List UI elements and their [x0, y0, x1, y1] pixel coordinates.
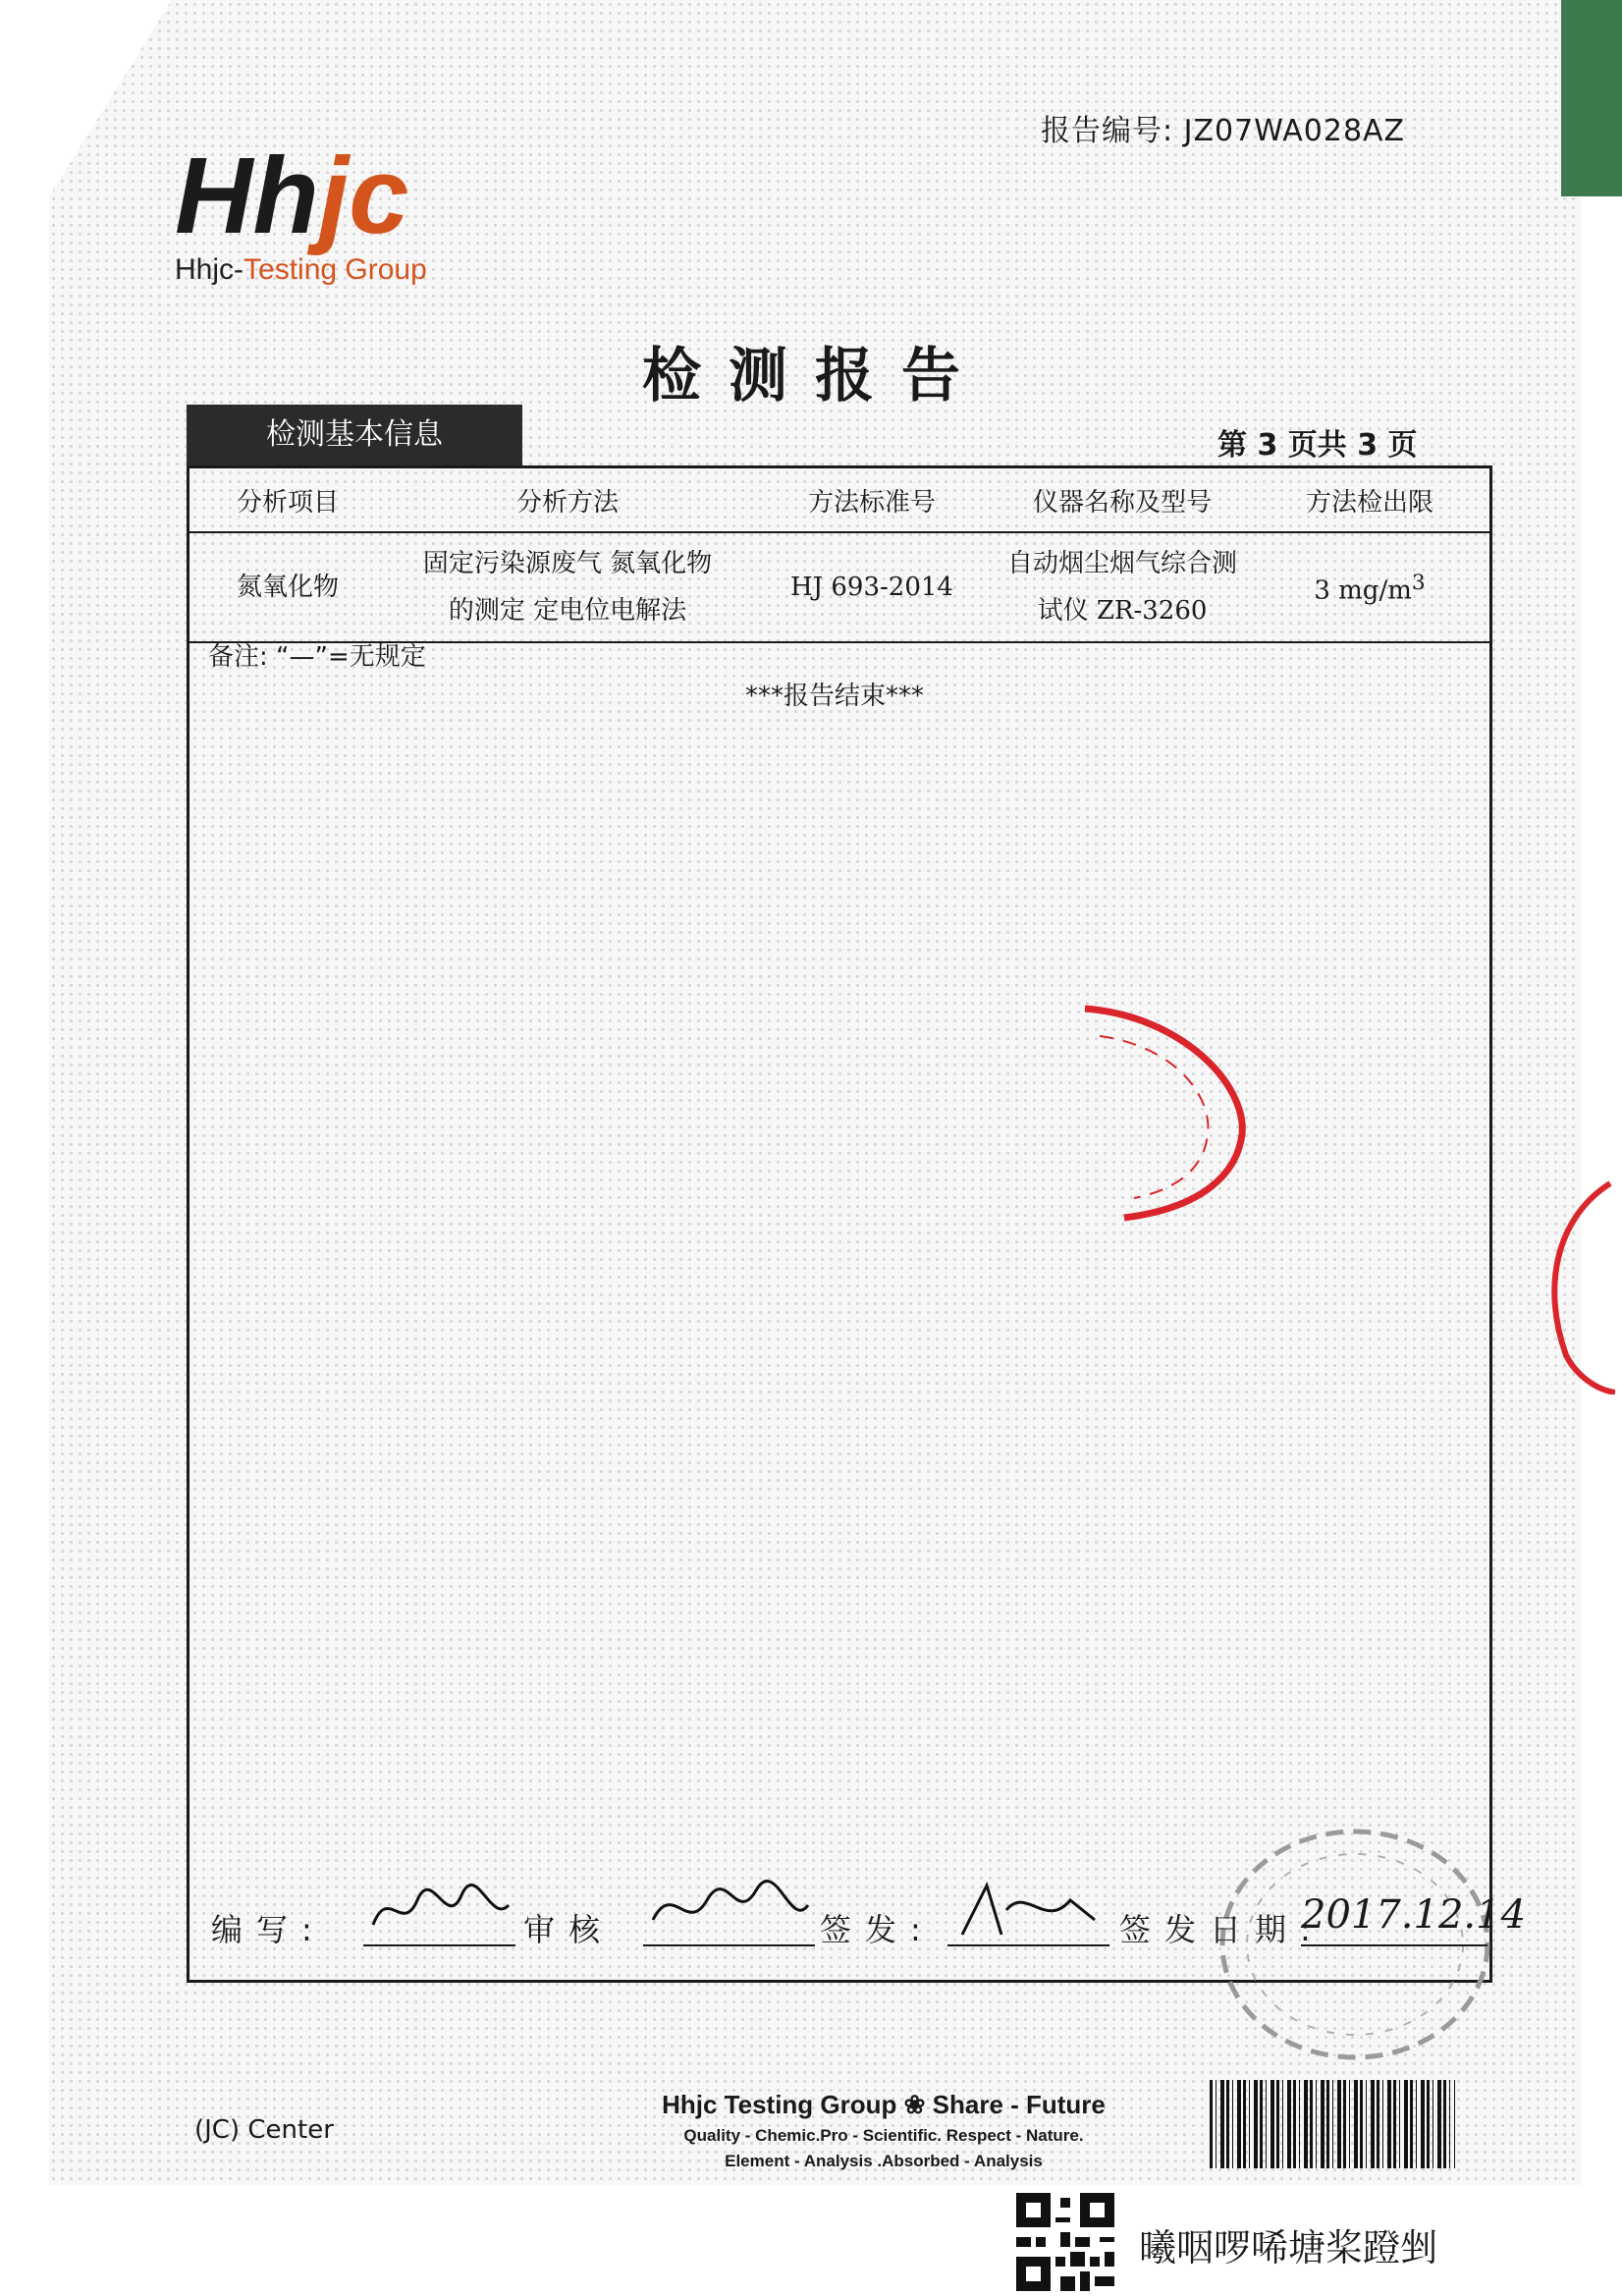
- issue-date-value: 2017.12.14: [1301, 1876, 1487, 1946]
- logo-subtitle: Hhjc-Testing Group: [175, 253, 427, 286]
- header-limit: 方法检出限: [1250, 468, 1489, 532]
- background-edge: [1561, 0, 1622, 196]
- barcode: [1210, 2080, 1455, 2168]
- reviewer-label: 审核: [523, 1911, 615, 1948]
- table-header-row: [189, 468, 1489, 532]
- limit-superscript: 3: [1411, 571, 1426, 596]
- cell-item: 氮氧化物: [189, 532, 386, 642]
- issuer-signature: [947, 1876, 1109, 1946]
- cell-standard: HJ 693-2014: [749, 532, 995, 642]
- header-instrument: 仪器名称及型号: [995, 468, 1250, 532]
- footer-tail-text: 曦咽啰唏塘桨蹬剉: [1139, 2226, 1438, 2269]
- instrument-line-1: 自动烟尘烟气综合测: [1006, 549, 1237, 578]
- cell-limit: [1250, 532, 1489, 642]
- header-standard: 方法标准号: [749, 468, 995, 532]
- qr-code: [1011, 2188, 1119, 2296]
- signature-row: [211, 1876, 1527, 1974]
- issuer-label: 签发:: [820, 1911, 935, 1948]
- report-number: [1041, 106, 1405, 149]
- method-line-2: 的测定 定电位电解法: [448, 596, 687, 626]
- writer-signature: [363, 1876, 515, 1946]
- company-logo: [175, 136, 469, 304]
- method-line-1: 固定污染源废气 氮氧化物: [422, 549, 713, 578]
- footer-center-label: (JC) Center: [194, 2115, 334, 2145]
- issue-date-label: 签发日期:: [1119, 1911, 1325, 1948]
- page-indicator: 第 3 页共 3 页: [1217, 428, 1418, 463]
- analysis-table: [189, 468, 1489, 643]
- cell-method: [386, 532, 749, 642]
- reviewer-signature: [643, 1876, 815, 1946]
- logo-wordmark: Hhjc: [175, 136, 409, 256]
- partial-seal-stamp: [1537, 1178, 1615, 1394]
- footer-slogan: [628, 2090, 1139, 2171]
- limit-value: 3 mg/m: [1314, 575, 1412, 606]
- writer-label: 编写:: [211, 1911, 326, 1948]
- footer-line-1: Quality - Chemic.Pro - Scientific. Respect - Nature.: [683, 2126, 1084, 2145]
- section-tab: 检测基本信息: [187, 405, 522, 465]
- red-seal-stamp: [1065, 997, 1262, 1223]
- instrument-line-2: 试仪 ZR-3260: [1037, 596, 1208, 626]
- report-number-value: JZ07WA028AZ: [1183, 114, 1406, 148]
- header-item: 分析项目: [189, 468, 386, 532]
- footer-company: Hhjc Testing Group ❀ Share - Future: [662, 2090, 1106, 2119]
- footer-line-2: Element - Analysis .Absorbed - Analysis: [725, 2152, 1043, 2170]
- header-method: 分析方法: [386, 468, 749, 532]
- report-number-label: 报告编号:: [1041, 114, 1174, 148]
- document-title: 检测报告: [642, 342, 988, 410]
- remark-note: 备注: “—”=无规定: [208, 642, 426, 672]
- end-of-report-marker: ***报告结束***: [744, 682, 924, 711]
- cell-instrument: [995, 532, 1250, 642]
- table-row: [189, 532, 1489, 642]
